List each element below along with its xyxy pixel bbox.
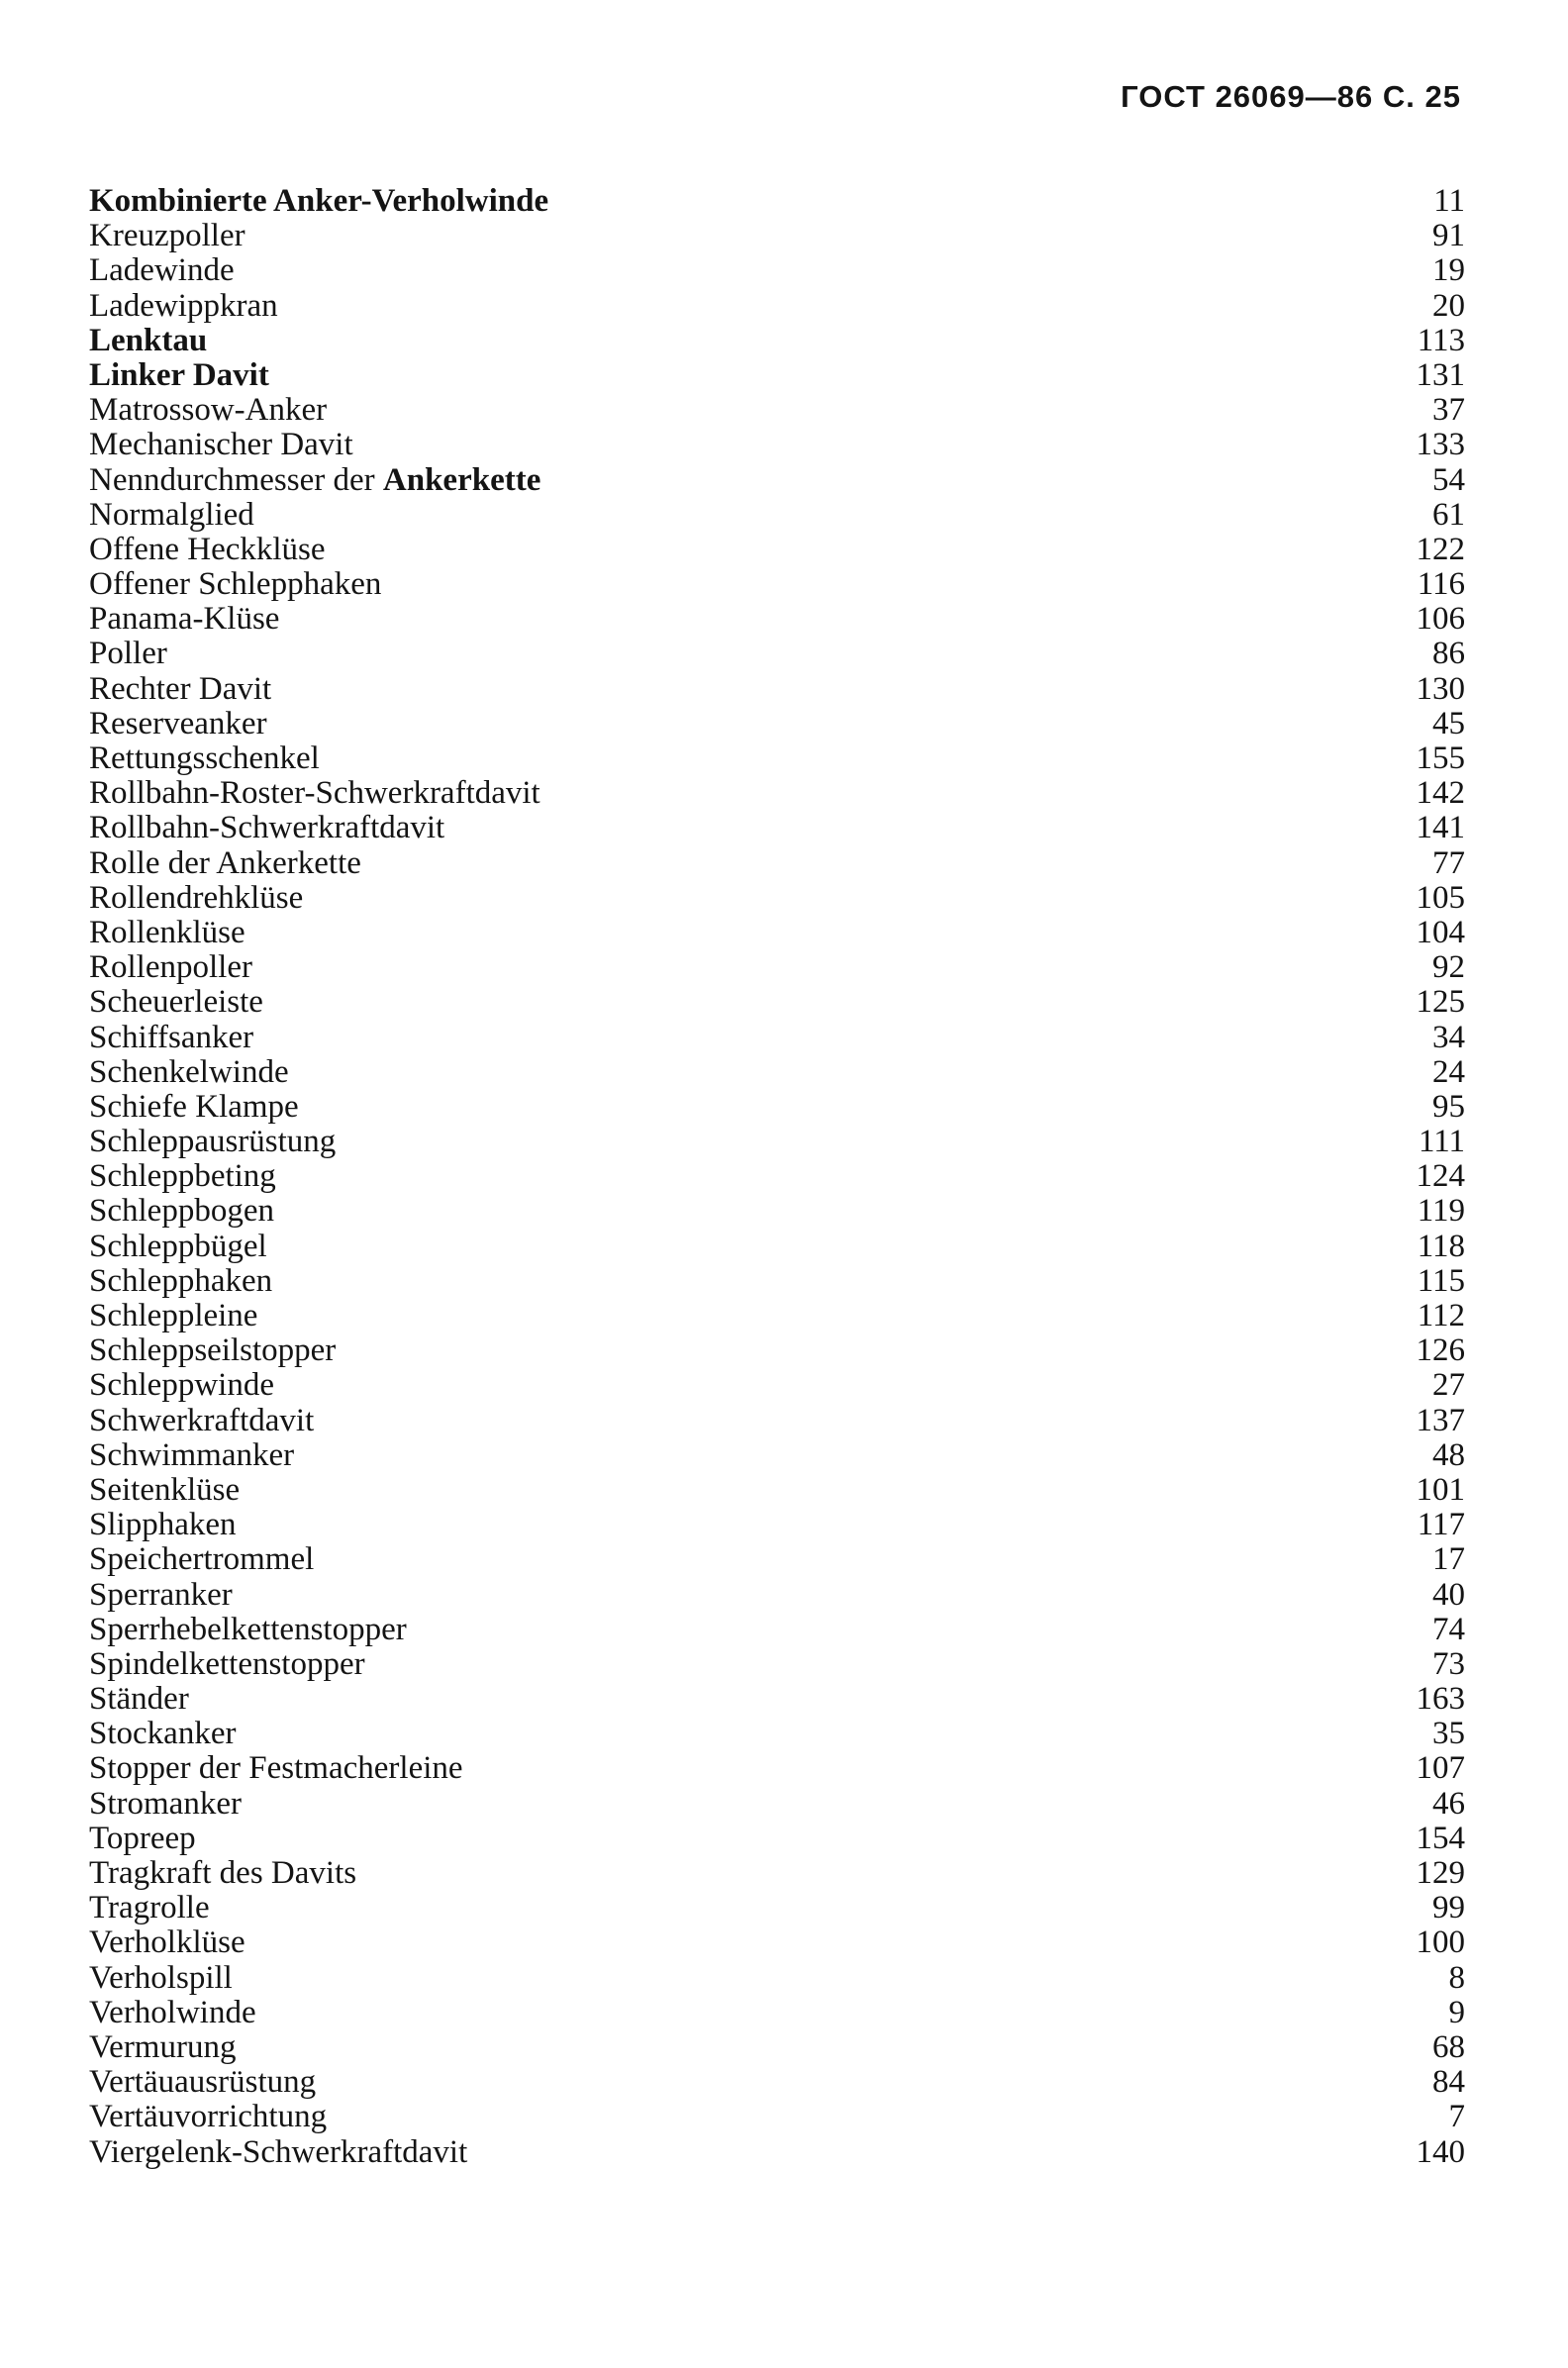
standard-number: ГОСТ 26069—86 xyxy=(1121,79,1374,114)
index-number: 73 xyxy=(1432,1645,1465,1682)
index-number: 8 xyxy=(1448,1959,1465,1996)
page-number: С. 25 xyxy=(1382,79,1461,114)
index-entry xyxy=(89,1333,1465,1368)
index-term: Schlepphaken xyxy=(89,1262,273,1299)
index-number: 99 xyxy=(1432,1890,1465,1926)
index-term: Spindelkettenstopper xyxy=(89,1645,365,1682)
index-term: Schleppleine xyxy=(89,1298,258,1333)
index-number: 105 xyxy=(1416,879,1465,916)
index-term: Rolle der Ankerkette xyxy=(89,844,361,881)
index-number: 118 xyxy=(1417,1228,1465,1264)
index-number: 11 xyxy=(1433,183,1465,219)
index-term: Tragkraft des Davits xyxy=(89,1855,357,1891)
index-entry xyxy=(89,1751,1465,1786)
index-term: Panama-Klüse xyxy=(89,601,280,638)
index-term: Viergelenk-Schwerkraftdavit xyxy=(89,2133,468,2170)
index-term: Offener Schlepphaken xyxy=(89,566,382,603)
index-entry xyxy=(89,1891,1465,1925)
index-number: 113 xyxy=(1417,322,1465,358)
index-entry xyxy=(89,1438,1465,1473)
index-number: 92 xyxy=(1432,949,1465,986)
index-entry xyxy=(89,324,1465,358)
index-number: 111 xyxy=(1418,1124,1465,1160)
index-number: 9 xyxy=(1448,1994,1465,2030)
index-term: Sperranker xyxy=(89,1576,233,1613)
index-term: Schleppseilstopper xyxy=(89,1332,337,1369)
index-number: 17 xyxy=(1432,1541,1465,1578)
index-entry xyxy=(89,428,1465,462)
index-term: Sperrhebelkettenstopper xyxy=(89,1611,407,1647)
index-number: 130 xyxy=(1416,670,1465,707)
index-term: Rollendrehklüse xyxy=(89,879,304,916)
index-entry xyxy=(89,2030,1465,2065)
index-number: 7 xyxy=(1448,2099,1465,2135)
index-term: Schleppwinde xyxy=(89,1367,274,1404)
index-number: 119 xyxy=(1417,1193,1465,1230)
index-term: Ladewippkran xyxy=(89,287,278,324)
index-term: Topreep xyxy=(89,1820,196,1856)
index-entry xyxy=(89,602,1465,637)
index-number: 133 xyxy=(1416,427,1465,463)
index-term: Matrossow-Anker xyxy=(89,392,328,429)
index-entry xyxy=(89,253,1465,288)
index-number: 74 xyxy=(1432,1611,1465,1647)
index-entry xyxy=(89,1961,1465,1996)
index-entry xyxy=(89,1368,1465,1403)
index-number: 141 xyxy=(1416,810,1465,846)
index-entry xyxy=(89,1125,1465,1159)
index-term: Kreuzpoller xyxy=(89,218,245,254)
index-entry xyxy=(89,811,1465,845)
index-entry xyxy=(89,1404,1465,1438)
index-entry xyxy=(89,672,1465,707)
index-term: Slipphaken xyxy=(89,1507,237,1543)
index-term: Rollbahn-Roster-Schwerkraftdavit xyxy=(89,775,540,812)
index-term: Vertäuausrüstung xyxy=(89,2064,317,2101)
index-term: Schiffsanker xyxy=(89,1019,254,1055)
index-entry xyxy=(89,637,1465,671)
index-number: 68 xyxy=(1432,2028,1465,2065)
index-number: 91 xyxy=(1432,218,1465,254)
index-number: 37 xyxy=(1432,392,1465,429)
index-entry xyxy=(89,1682,1465,1717)
page-header xyxy=(1121,79,1461,115)
index-entry xyxy=(89,1578,1465,1613)
index-term: Offene Heckklüse xyxy=(89,531,326,567)
index-entry xyxy=(89,1021,1465,1055)
index-entry xyxy=(89,1542,1465,1577)
index-entry xyxy=(89,533,1465,567)
index-entry xyxy=(89,1717,1465,1751)
index-entry xyxy=(89,567,1465,602)
index-term: Schleppbügel xyxy=(89,1228,267,1264)
index-number: 126 xyxy=(1416,1332,1465,1369)
index-term: Schiefe Klampe xyxy=(89,1088,299,1125)
index-entry xyxy=(89,1264,1465,1299)
index-number: 137 xyxy=(1416,1402,1465,1438)
index-entry xyxy=(89,846,1465,881)
index-number: 116 xyxy=(1417,566,1465,603)
index-entry xyxy=(89,463,1465,498)
index-term: Rettungsschenkel xyxy=(89,740,320,776)
index-term: Schenkelwinde xyxy=(89,1053,289,1090)
index-entry xyxy=(89,1299,1465,1333)
index-number: 101 xyxy=(1416,1471,1465,1508)
index-number: 77 xyxy=(1432,844,1465,881)
index-term: Verholklüse xyxy=(89,1924,245,1961)
index-entry xyxy=(89,985,1465,1020)
index-number: 117 xyxy=(1417,1507,1465,1543)
index-number: 122 xyxy=(1416,531,1465,567)
index-entry xyxy=(89,916,1465,950)
index-term: Stockanker xyxy=(89,1716,237,1752)
index-term: Poller xyxy=(89,636,167,672)
index-number: 95 xyxy=(1432,1088,1465,1125)
index-number: 106 xyxy=(1416,601,1465,638)
index-term: Stopper der Festmacherleine xyxy=(89,1750,463,1787)
index-term: Verholspill xyxy=(89,1959,233,1996)
index-number: 40 xyxy=(1432,1576,1465,1613)
index-entry xyxy=(89,1856,1465,1891)
index-number: 61 xyxy=(1432,496,1465,533)
index-number: 27 xyxy=(1432,1367,1465,1404)
index-entry xyxy=(89,776,1465,811)
index-entry xyxy=(89,1508,1465,1542)
index-term: Stromanker xyxy=(89,1785,242,1822)
index-term-emphasis: Ankerkette xyxy=(382,461,541,498)
index-number: 100 xyxy=(1416,1924,1465,1961)
index-term: Lenktau xyxy=(89,322,208,358)
index-entry xyxy=(89,1194,1465,1229)
index-number: 46 xyxy=(1432,1785,1465,1822)
index-entry xyxy=(89,1230,1465,1264)
index-term: Vertäuvorrichtung xyxy=(89,2099,328,2135)
index-entry xyxy=(89,1647,1465,1682)
index-number: 35 xyxy=(1432,1716,1465,1752)
index-number: 45 xyxy=(1432,705,1465,741)
index-term: Rollenklüse xyxy=(89,914,245,950)
index-number: 19 xyxy=(1432,252,1465,289)
index-term: Schleppbogen xyxy=(89,1193,274,1230)
index-number: 86 xyxy=(1432,636,1465,672)
index-number: 34 xyxy=(1432,1019,1465,1055)
index-entry xyxy=(89,393,1465,428)
index-list xyxy=(89,184,1465,2170)
index-entry xyxy=(89,2100,1465,2134)
index-term: Tragrolle xyxy=(89,1890,210,1926)
index-term: Mechanischer Davit xyxy=(89,427,353,463)
index-term: Scheuerleiste xyxy=(89,984,263,1021)
index-entry xyxy=(89,1159,1465,1194)
index-term: Rechter Davit xyxy=(89,670,272,707)
index-number: 107 xyxy=(1416,1750,1465,1787)
index-number: 142 xyxy=(1416,775,1465,812)
index-entry xyxy=(89,950,1465,985)
index-number: 155 xyxy=(1416,740,1465,776)
index-term: Speichertrommel xyxy=(89,1541,315,1578)
index-entry xyxy=(89,881,1465,916)
index-entry xyxy=(89,1996,1465,2030)
index-term: Ladewinde xyxy=(89,252,235,289)
index-entry xyxy=(89,2135,1465,2170)
index-term: Reserveanker xyxy=(89,705,267,741)
index-entry xyxy=(89,707,1465,741)
index-entry xyxy=(89,1613,1465,1647)
index-term: Schwimmanker xyxy=(89,1436,295,1473)
index-term: Rollbahn-Schwerkraftdavit xyxy=(89,810,445,846)
index-term: Schleppausrüstung xyxy=(89,1124,337,1160)
index-entry xyxy=(89,498,1465,533)
index-number: 125 xyxy=(1416,984,1465,1021)
index-number: 140 xyxy=(1416,2133,1465,2170)
index-number: 54 xyxy=(1432,461,1465,498)
index-term: Schleppbeting xyxy=(89,1158,276,1195)
index-entry xyxy=(89,184,1465,219)
index-entry xyxy=(89,741,1465,776)
index-entry xyxy=(89,2065,1465,2100)
index-number: 154 xyxy=(1416,1820,1465,1856)
index-number: 115 xyxy=(1417,1262,1465,1299)
index-entry xyxy=(89,1787,1465,1822)
index-entry xyxy=(89,1090,1465,1125)
index-term: Normalglied xyxy=(89,496,254,533)
index-number: 129 xyxy=(1416,1855,1465,1891)
index-term: Seitenklüse xyxy=(89,1471,241,1508)
index-number: 20 xyxy=(1432,287,1465,324)
index-term: Linker Davit xyxy=(89,356,269,393)
index-term: Schwerkraftdavit xyxy=(89,1402,315,1438)
index-number: 124 xyxy=(1416,1158,1465,1195)
index-entry xyxy=(89,1822,1465,1856)
index-entry xyxy=(89,358,1465,393)
index-number: 131 xyxy=(1416,356,1465,393)
index-entry xyxy=(89,289,1465,324)
index-entry xyxy=(89,219,1465,253)
index-number: 112 xyxy=(1417,1298,1465,1333)
index-term: Ständer xyxy=(89,1681,189,1718)
index-term: Kombinierte Anker-Verholwinde xyxy=(89,183,549,219)
index-number: 24 xyxy=(1432,1053,1465,1090)
index-entry xyxy=(89,1055,1465,1090)
index-entry xyxy=(89,1925,1465,1960)
index-number: 48 xyxy=(1432,1436,1465,1473)
index-number: 84 xyxy=(1432,2064,1465,2101)
index-term: Nenndurchmesser der Ankerkette xyxy=(89,461,541,498)
index-number: 104 xyxy=(1416,914,1465,950)
index-number: 163 xyxy=(1416,1681,1465,1718)
index-term: Rollenpoller xyxy=(89,949,252,986)
index-entry xyxy=(89,1473,1465,1508)
index-term: Vermurung xyxy=(89,2028,237,2065)
index-term: Verholwinde xyxy=(89,1994,256,2030)
